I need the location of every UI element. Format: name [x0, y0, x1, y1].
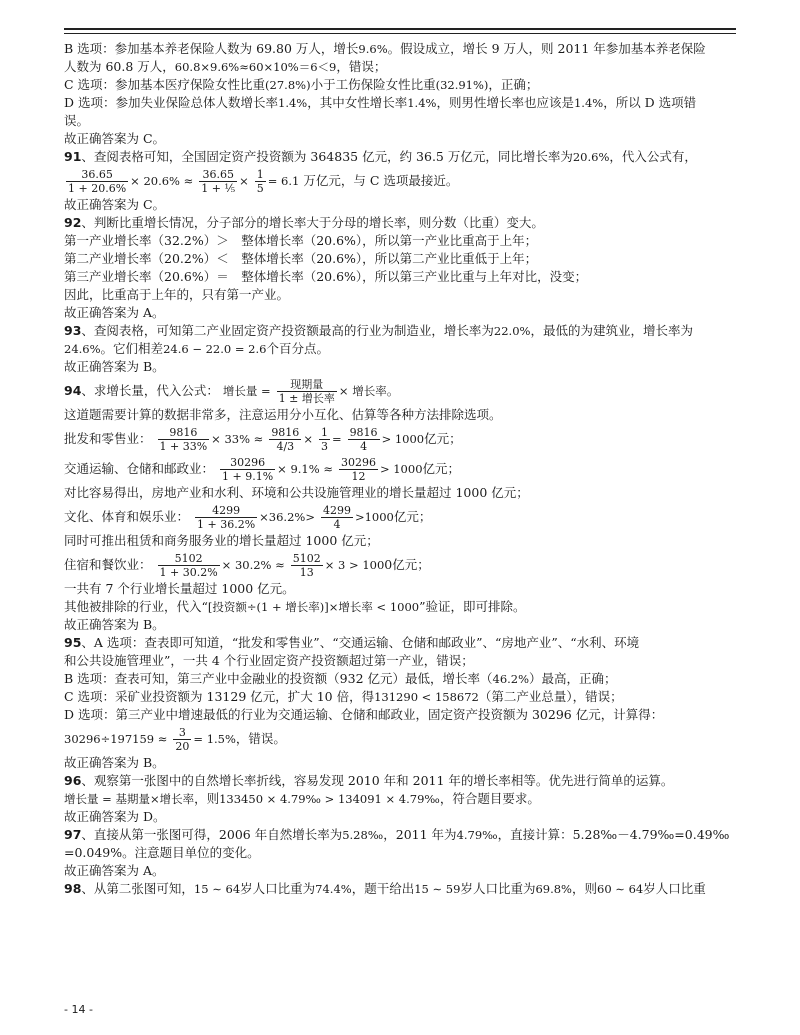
formula-line: $\frac{36.65}{1 + 20.6\%}$ × 20.6% ≈ $\frac{36.65}{\text{1 + ⅕}}$ × $\frac{1}{5}$ = 6.1 万亿元，与 C 选项最接近。	[68, 168, 459, 195]
text-line: D 选项：参加失业保险总体人数增长率1.4%，其中女性增长率1.4%，则男性增长率也应该是1.4%，所以 D 选项错	[64, 95, 697, 110]
header-rule-thin	[64, 33, 736, 34]
question-95: 95、A 选项：查表即可知道，“批发和零售业”、“交通运输、仓储和邮政业”、“房地产业”、“水利、环境	[64, 635, 640, 650]
formula-line: 交通运输、仓储和邮政业： $\frac{30296}{1 + 9.1\%}$ × 9.1% ≈ $\frac{30296}{12}$ > 1000亿元；	[64, 456, 461, 483]
text-line: 误。	[64, 113, 90, 128]
page-number: - 14 -	[64, 1003, 93, 1016]
text-line: C 选项：采矿业投资额为 13129 亿元，扩大 10 倍，得131290 < 158672（第二产业总量），错误；	[64, 689, 623, 704]
fraction: $\frac{1}{5}$	[256, 168, 264, 195]
answer-line: 故正确答案为 D。	[64, 809, 166, 824]
text-line: C 选项：参加基本医疗保险女性比重(27.8%)小于工伤保险女性比重(32.91%)，正确；	[64, 77, 539, 92]
formula-line: 住宿和餐饮业： $\frac{5102}{1 + 30.2\%}$ × 30.2% ≈ $\frac{5102}{13}$ × 3 > 1000亿元；	[64, 552, 430, 579]
question-92: 92、判断比重增长情况，分子部分的增长率大于分母的增长率，则分数（比重）变大。	[64, 215, 544, 230]
text-line: 其他被排除的行业，代入“[投资额÷(1 + 增长率)]×增长率 < 1000”验证，即可排除。	[64, 599, 526, 614]
text-line: B 选项：参加基本养老保险人数为 69.80 万人，增长9.6%。假设成立，增长 9 万人，则 2011 年参加基本养老保险	[64, 41, 706, 56]
answer-line: 故正确答案为 C。	[64, 131, 166, 146]
fraction: $\frac{9816}{1 + 33\%}$	[159, 426, 208, 453]
text-line: =0.049%。注意题目单位的变化。	[64, 845, 260, 860]
text-line: 这道题需要计算的数据非常多，注意运用分小互化、估算等各种方法排除选项。	[64, 407, 502, 422]
text-line: 人数为 60.8 万人，60.8×9.6%≈60×10%＝6＜9，错误；	[64, 59, 387, 74]
answer-line: 故正确答案为 B。	[64, 617, 165, 632]
fraction: $\frac{5102}{1 + 30.2\%}$	[159, 552, 218, 579]
question-91: 91、查阅表格可知，全国固定资产投资额为 364835 亿元，约 36.5 万亿元，同比增长率为20.6%，代入公式有，	[64, 149, 697, 164]
fraction: $\frac{\text{现期量}}{\text{1 ± 增长率}}$	[278, 378, 335, 405]
text-line: 一共有 7 个行业增长量超过 1000 亿元。	[64, 581, 295, 596]
formula-line: 批发和零售业： $\frac{9816}{1 + 33\%}$ × 33% ≈ $\frac{9816}{4/3}$ × $\frac{1}{3}$ = $\frac{9816}{4}$ > 1000亿元；	[64, 426, 462, 453]
header-rule-thick	[64, 28, 736, 30]
text-line: 和公共设施管理业”，一共 4 个行业固定资产投资额超过第一产业，错误；	[64, 653, 474, 668]
fraction: $\frac{30296}{12}$	[340, 456, 376, 483]
text-line: 同时可推出租赁和商务服务业的增长量超过 1000 亿元；	[64, 533, 379, 548]
text-line: 增长量 = 基期量×增长率，则133450 × 4.79‰ > 134091 × 4.79‰，符合题目要求。	[64, 791, 540, 806]
text-line: 第二产业增长率（20.2%）＜ 整体增长率（20.6%），所以第二产业比重低于上年；	[64, 251, 538, 266]
fraction: $\frac{30296}{1 + 9.1\%}$	[222, 456, 274, 483]
text-line: 因此，比重高于上年的，只有第一产业。	[64, 287, 290, 302]
text-line: 第三产业增长率（20.6%）＝ 整体增长率（20.6%），所以第三产业比重与上年对比，没变；	[64, 269, 588, 284]
question-94: 94、求增长量，代入公式： 增长量 = $\frac{\text{现期量}}{\text{1 ± 增长率}}$ × 增长率。	[64, 378, 400, 405]
answer-line: 故正确答案为 A。	[64, 863, 165, 878]
fraction: $\frac{36.65}{1 + 20.6\%}$	[68, 168, 127, 195]
question-98: 98、从第二张图可知，15 ∼ 64岁人口比重为74.4%，题干给出15 ∼ 59岁人口比重为69.8%，则60 ∼ 64岁人口比重	[64, 881, 706, 896]
formula-line: 文化、体育和娱乐业： $\frac{4299}{1 + 36.2\%}$ ×36.2%> $\frac{4299}{4}$ >1000亿元；	[64, 504, 432, 531]
fraction: $\frac{1}{3}$	[320, 426, 328, 453]
question-97: 97、直接从第一张图可得，2006 年自然增长率为5.28‰，2011 年为4.79‰，直接计算：5.28‰－4.79‰=0.49‰	[64, 827, 730, 842]
text-line: 对比容易得出，房地产业和水利、环境和公共设施管理业的增长量超过 1000 亿元；	[64, 485, 529, 500]
fraction: $\frac{36.65}{\text{1 + ⅕}}$	[201, 168, 236, 195]
fraction: $\frac{4299}{4}$	[322, 504, 351, 531]
question-96: 96、观察第一张图中的自然增长率折线，容易发现 2010 年和 2011 年的增长率相等。优先进行简单的运算。	[64, 773, 674, 788]
fraction: $\frac{9816}{4}$	[349, 426, 378, 453]
fraction: $\frac{5102}{13}$	[292, 552, 321, 579]
page-content	[64, 40, 740, 898]
text-line: B 选项：查表可知，第三产业中金融业的投资额（932 亿元）最低，增长率（46.2%）最高，正确；	[64, 671, 617, 686]
text-line: 24.6%。它们相差24.6 − 22.0 = 2.6个百分点。	[64, 341, 329, 356]
question-93: 93、查阅表格，可知第二产业固定资产投资额最高的行业为制造业，增长率为22.0%，最低的为建筑业，增长率为	[64, 323, 693, 338]
text-line: D 选项：第三产业中增速最低的行业为交通运输、仓储和邮政业，固定资产投资额为 30296 亿元，计算得：	[64, 707, 664, 722]
answer-line: 故正确答案为 B。	[64, 359, 165, 374]
fraction: $\frac{3}{20}$	[175, 726, 190, 753]
answer-line: 故正确答案为 C。	[64, 197, 166, 212]
answer-line: 故正确答案为 A。	[64, 305, 165, 320]
fraction: $\frac{4299}{1 + 36.2\%}$	[197, 504, 256, 531]
formula-line: 30296÷197159 ≈ $\frac{3}{20}$ = 1.5%，错误。	[64, 726, 286, 753]
fraction: $\frac{9816}{4/3}$	[271, 426, 300, 453]
text-line: 第一产业增长率（32.2%）＞ 整体增长率（20.6%），所以第一产业比重高于上年；	[64, 233, 538, 248]
answer-line: 故正确答案为 B。	[64, 755, 165, 770]
